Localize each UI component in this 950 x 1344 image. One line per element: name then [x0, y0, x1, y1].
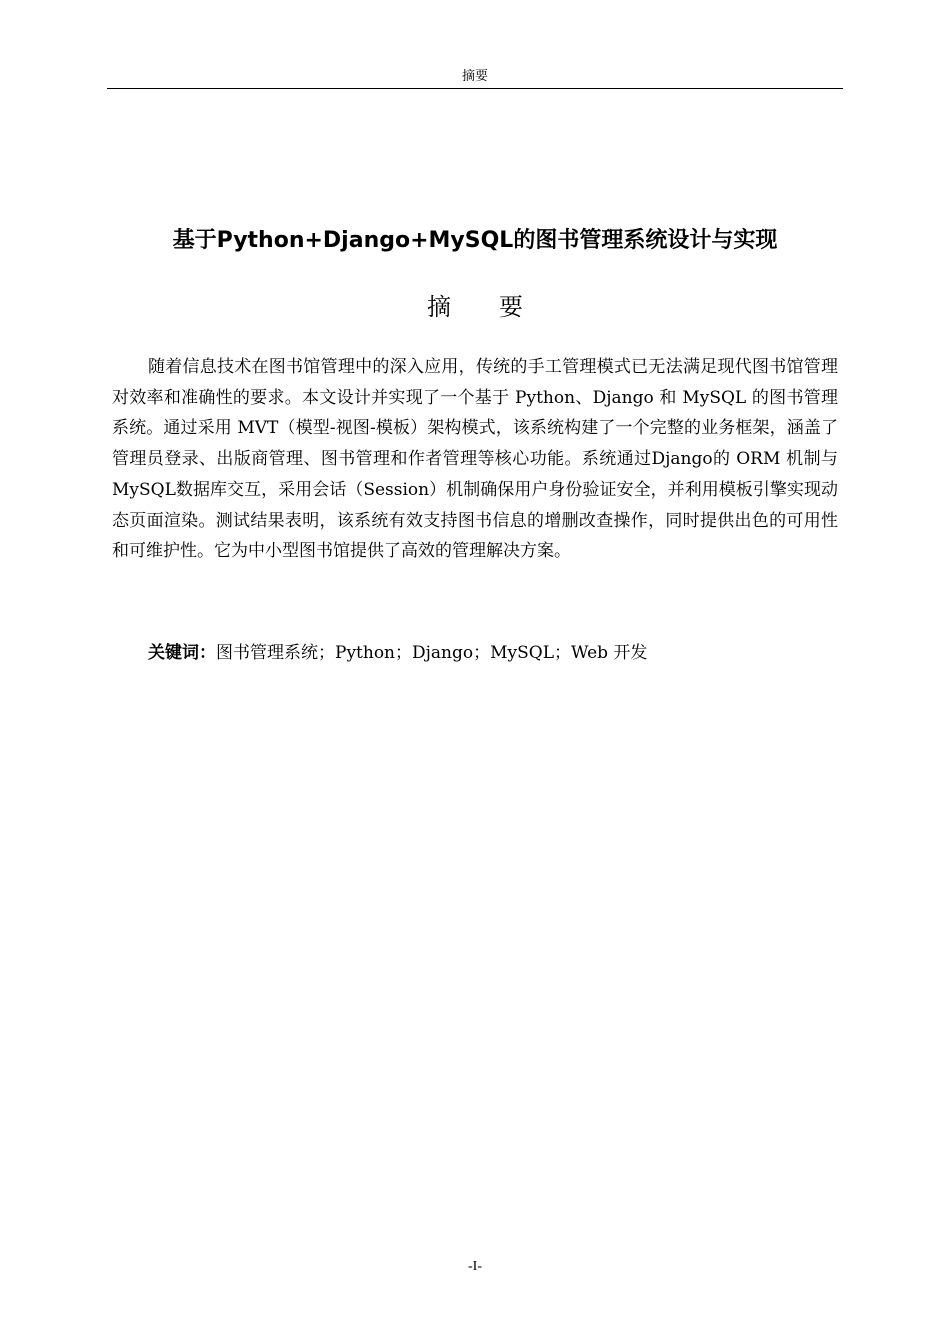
- header-rule: [107, 88, 843, 89]
- document-title: 基于Python+Django+MySQL的图书管理系统设计与实现: [172, 228, 778, 253]
- keywords-label: 关键词：: [148, 643, 216, 663]
- keywords-line: [148, 638, 838, 668]
- abstract-heading: 摘要: [427, 293, 571, 321]
- abstract-paragraph: 随着信息技术在图书馆管理中的深入应用，传统的手工管理模式已无法满足现代图书馆管理对效率和准确性的要求。本文设计并实现了一个基于 Python、Django 和 MySQL 的图书管理系统。通过采用 MVT（模型-视图-模板）架构模式，该系统构建了一个完整的业务框架，涵盖了管理员登录、出版商管理、图书管理和作者管理等核心功能。系统通过Django的 ORM 机制与MySQL数据库交互，采用会话（Session）机制确保用户身份验证安全，并利用模板引擎实现动态页面渲染。测试结果表明，该系统有效支持图书信息的增删改查操作，同时提供出色的可用性和可维护性。它为中小型图书馆提供了高效的管理解决方案。: [112, 357, 838, 562]
- keywords-value: 图书管理系统；Python；Django；MySQL；Web 开发: [216, 643, 648, 663]
- page-number: -I-: [468, 1259, 482, 1274]
- running-header: 摘要: [461, 69, 488, 84]
